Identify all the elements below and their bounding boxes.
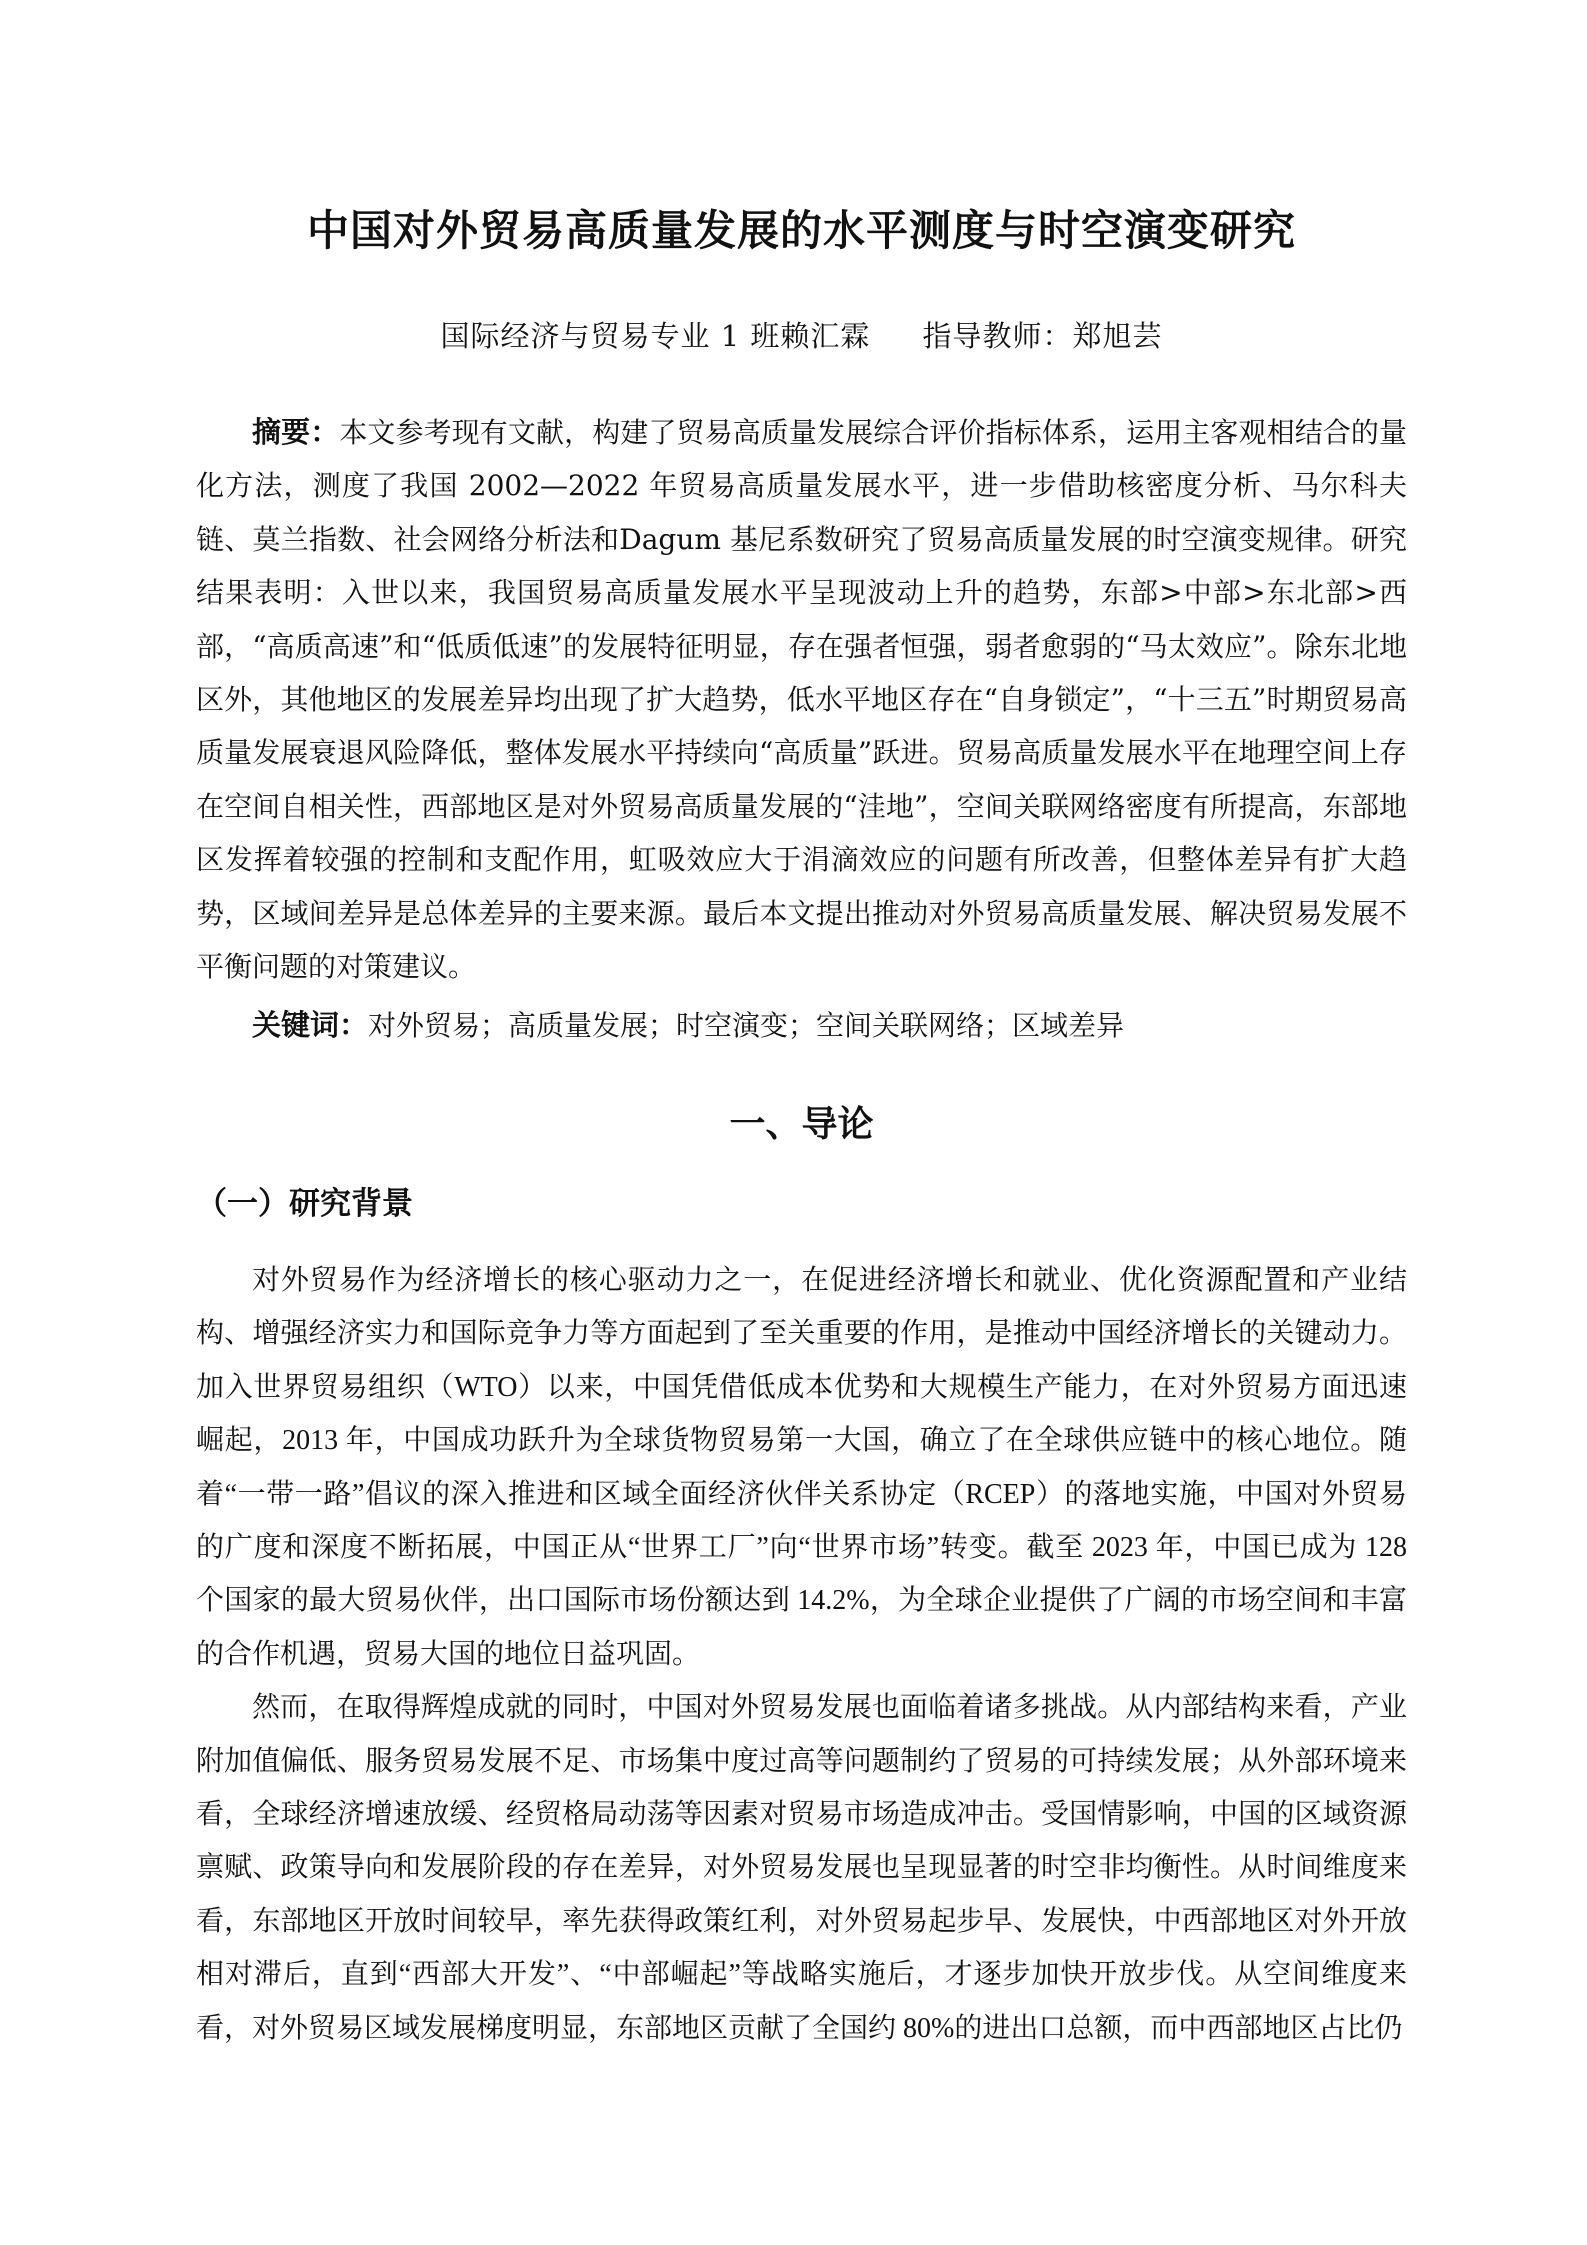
advisor-info: 指导教师：郑旭芸 — [922, 319, 1163, 353]
keywords — [196, 999, 1407, 1052]
subsection-heading: （一）研究背景 — [196, 1185, 413, 1222]
paper-title: 中国对外贸易高质量发展的水平测度与时空演变研究 — [306, 206, 1296, 255]
keywords-text: 对外贸易；高质量发展；时空演变；空间关联网络；区域差异 — [368, 1009, 1125, 1043]
abstract-text: 本文参考现有文献，构建了贸易高质量发展综合评价指标体系，运用主客观相结合的量化方法，测度了我国 2002—2022 年贸易高质量发展水平，进一步借助核密度分析、马尔科夫链、莫兰指数、社会网络分析法和Dagum 基尼系数研究了贸易高质量发展的时空演变规律。研究结果表明：入世以来，我国贸易高质量发展水平呈现波动上升的趋势，东部>中部>东北部>西部，“高质高速”和“低质低速”的发展特征明显，存在强者恒强，弱者愈弱的“马太效应”。除东北地区外，其他地区的发展差异均出现了扩大趋势，低水平地区存在“自身锁定”，“十三五”时期贸易高质量发展衰退风险降低，整体发展水平持续向“高质量”跃进。贸易高质量发展水平在地理空间上存在空间自相关性，西部地区是对外贸易高质量发展的“洼地”，空间关联网络密度有所提高，东部地区发挥着较强的控制和支配作用，虹吸效应大于涓滴效应的问题有所改善，但整体差异有扩大趋势，区域间差异是总体差异的主要来源。最后本文提出推动对外贸易高质量发展、解决贸易发展不平衡问题的对策建议。 — [196, 416, 1407, 984]
page-content — [196, 205, 1407, 2055]
abstract-label: 摘要： — [252, 415, 340, 449]
abstract — [196, 406, 1407, 993]
body-paragraph: 对外贸易作为经济增长的核心驱动力之一，在促进经济增长和就业、优化资源配置和产业结构、增强经济实力和国际竞争力等方面起到了至关重要的作用，是推动中国经济增长的关键动力。加入世界贸易组织（WTO）以来，中国凭借低成本优势和大规模生产能力，在对外贸易方面迅速崛起，2013 年，中国成功跃升为全球货物贸易第一大国，确立了在全球供应链中的核心地位。随着“一带一路”倡议的深入推进和区域全面经济伙伴关系协定（RCEP）的落地实施，中国对外贸易的广度和深度不断拓展，中国正从“世界工厂”向“世界市场”转变。截至 2023 年，中国已成为 128 个国家的最大贸易伙伴，出口国际市场份额达到 14.2%，为全球企业提供了广阔的市场空间和丰富的合作机遇，贸易大国的地位日益巩固。 — [196, 1264, 1407, 1670]
body-paragraph: 然而，在取得辉煌成就的同时，中国对外贸易发展也面临着诸多挑战。从内部结构来看，产业附加值偏低、服务贸易发展不足、市场集中度过高等问题制约了贸易的可持续发展；从外部环境来看，全球经济增速放缓、经贸格局动荡等因素对贸易市场造成冲击。受国情影响，中国的区域资源禀赋、政策导向和发展阶段的存在差异，对外贸易发展也呈现显著的时空非均衡性。从时间维度来看，东部地区开放时间较早，率先获得政策红利，对外贸易起步早、发展快，中西部地区对外开放相对滞后，直到“西部大开发”、“中部崛起”等战略实施后，才逐步加快开放步伐。从空间维度来看，对外贸易区域发展梯度明显，东部地区贡献了全国约 80%的进出口总额，而中西部地区占比仍 — [196, 1692, 1407, 2044]
author-line — [196, 312, 1407, 360]
section-heading: 一、导论 — [729, 1103, 874, 1145]
body-text — [196, 1254, 1407, 2055]
student-info: 国际经济与贸易专业 1 班赖汇霖 — [440, 319, 871, 353]
keywords-label: 关键词： — [252, 1008, 369, 1043]
